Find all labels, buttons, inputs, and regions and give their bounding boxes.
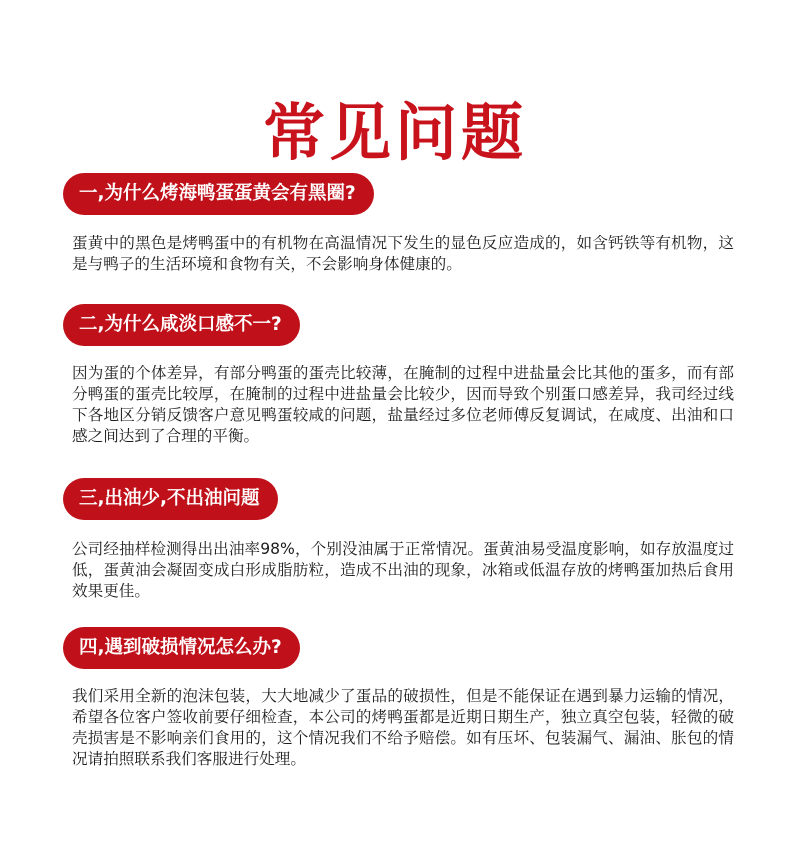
- faq-answer-text: 公司经抽样检测得出出油率98%，个别没油属于正常情况。蛋黄油易受温度影响，如存放温度过低，蛋黄油会凝固变成白形成脂肪粒，造成不出油的现象，冰箱或低温存放的烤鸭蛋加热后食用效果更佳。: [72, 540, 734, 600]
- faq-question-header: 二,为什么咸淡口感不一?: [63, 304, 300, 346]
- faq-question-header: 四,遇到破损情况怎么办?: [63, 627, 300, 669]
- faq-answer-text: 因为蛋的个体差异，有部分鸭蛋的蛋壳比较薄，在腌制的过程中进盐量会比其他的蛋多，而有部分鸭蛋的蛋壳比较厚，在腌制的过程中进盐量会比较少，因而导致个别蛋口感差异，我司经过线下各地区分销反馈客户意见鸭蛋较咸的问题，盐量经过多位老师傅反复调试，在咸度、出油和口感之间达到了合理的平衡。: [72, 364, 734, 445]
- page-title: 常见问题: [262, 95, 527, 169]
- faq-question-header: 一,为什么烤海鸭蛋蛋黄会有黑圈?: [63, 173, 374, 215]
- faq-answer-text: 蛋黄中的黑色是烤鸭蛋中的有机物在高温情况下发生的显色反应造成的，如含钙铁等有机物，这是与鸭子的生活环境和食物有关，不会影响身体健康的。: [72, 234, 734, 273]
- faq-question-header: 三,出油少,不出油问题: [63, 478, 278, 520]
- faq-answer-text: 我们采用全新的泡沫包装，大大地减少了蛋品的破损性，但是不能保证在遇到暴力运输的情况，希望各位客户签收前要仔细检查，本公司的烤鸭蛋都是近期日期生产，独立真空包装，轻微的破壳损害是不影响亲们食用的，这个情况我们不给予赔偿。如有压坏、包装漏气、漏油、胀包的情况请拍照联系我们客服进行处理。: [72, 687, 734, 768]
